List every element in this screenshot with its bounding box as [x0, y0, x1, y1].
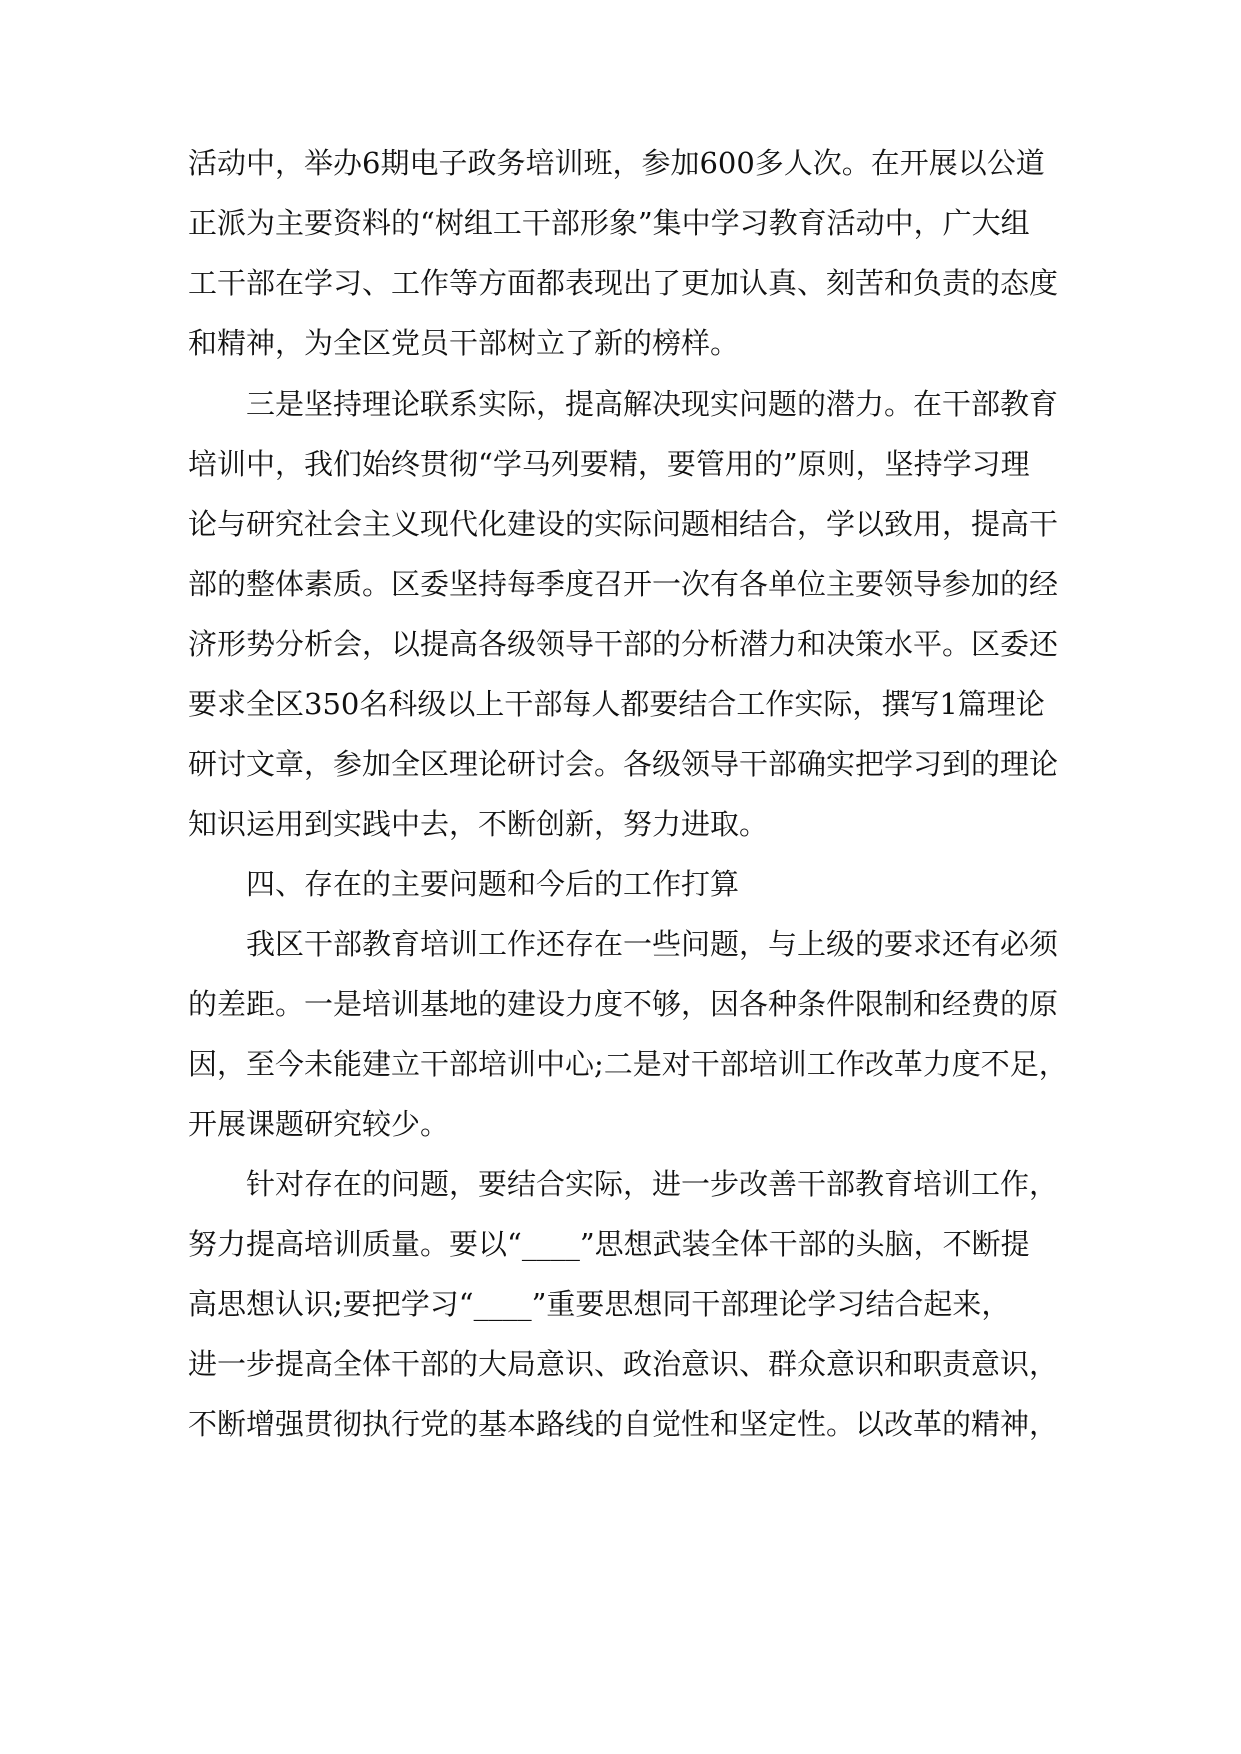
- paragraph-first-line: 我区干部教育培训工作还存在一些问题，与上级的要求还有必须: [246, 927, 1059, 961]
- paragraph-first-line: 针对存在的问题，要结合实际，进一步改善干部教育培训工作，: [246, 1167, 1059, 1201]
- text-line: 论与研究社会主义现代化建设的实际问题相结合，学以致用，提高干: [188, 507, 1059, 541]
- text-line: 高思想认识;要把学习“____”重要思想同干部理论学习结合起来，: [188, 1287, 1011, 1321]
- text-line: 和精神，为全区党员干部树立了新的榜样。: [188, 326, 740, 360]
- text-line: 要求全区350名科级以上干部每人都要结合工作实际，撰写1篇理论: [188, 687, 1045, 721]
- text-line: 因，至今未能建立干部培训中心;二是对干部培训工作改革力度不足，: [188, 1047, 1068, 1081]
- text-line: 不断增强贯彻执行党的基本路线的自觉性和坚定性。以改革的精神，: [188, 1407, 1059, 1441]
- text-line: 活动中，举办6期电子政务培训班，参加600多人次。在开展以公道: [188, 146, 1045, 180]
- text-line: 工干部在学习、工作等方面都表现出了更加认真、刻苦和负责的态度: [188, 266, 1059, 300]
- text-line: 研讨文章，参加全区理论研讨会。各级领导干部确实把学习到的理论: [188, 747, 1059, 781]
- text-line: 进一步提高全体干部的大局意识、政治意识、群众意识和职责意识，: [188, 1347, 1059, 1381]
- text-line: 知识运用到实践中去，不断创新，努力进取。: [188, 807, 769, 841]
- paragraph-first-line: 三是坚持理论联系实际，提高解决现实问题的潜力。在干部教育: [246, 387, 1059, 421]
- text-line: 部的整体素质。区委坚持每季度召开一次有各单位主要领导参加的经: [188, 567, 1059, 601]
- section-heading: 四、存在的主要问题和今后的工作打算: [246, 867, 740, 901]
- text-line: 努力提高培训质量。要以“____”思想武装全体干部的头脑，不断提: [188, 1227, 1030, 1261]
- text-line: 济形势分析会，以提高各级领导干部的分析潜力和决策水平。区委还: [188, 627, 1059, 661]
- text-line: 正派为主要资料的“树组工干部形象”集中学习教育活动中，广大组: [188, 206, 1030, 240]
- text-line: 培训中，我们始终贯彻“学马列要精，要管用的”原则，坚持学习理: [188, 447, 1030, 481]
- text-line: 的差距。一是培训基地的建设力度不够，因各种条件限制和经费的原: [188, 987, 1059, 1021]
- text-line: 开展课题研究较少。: [188, 1107, 450, 1141]
